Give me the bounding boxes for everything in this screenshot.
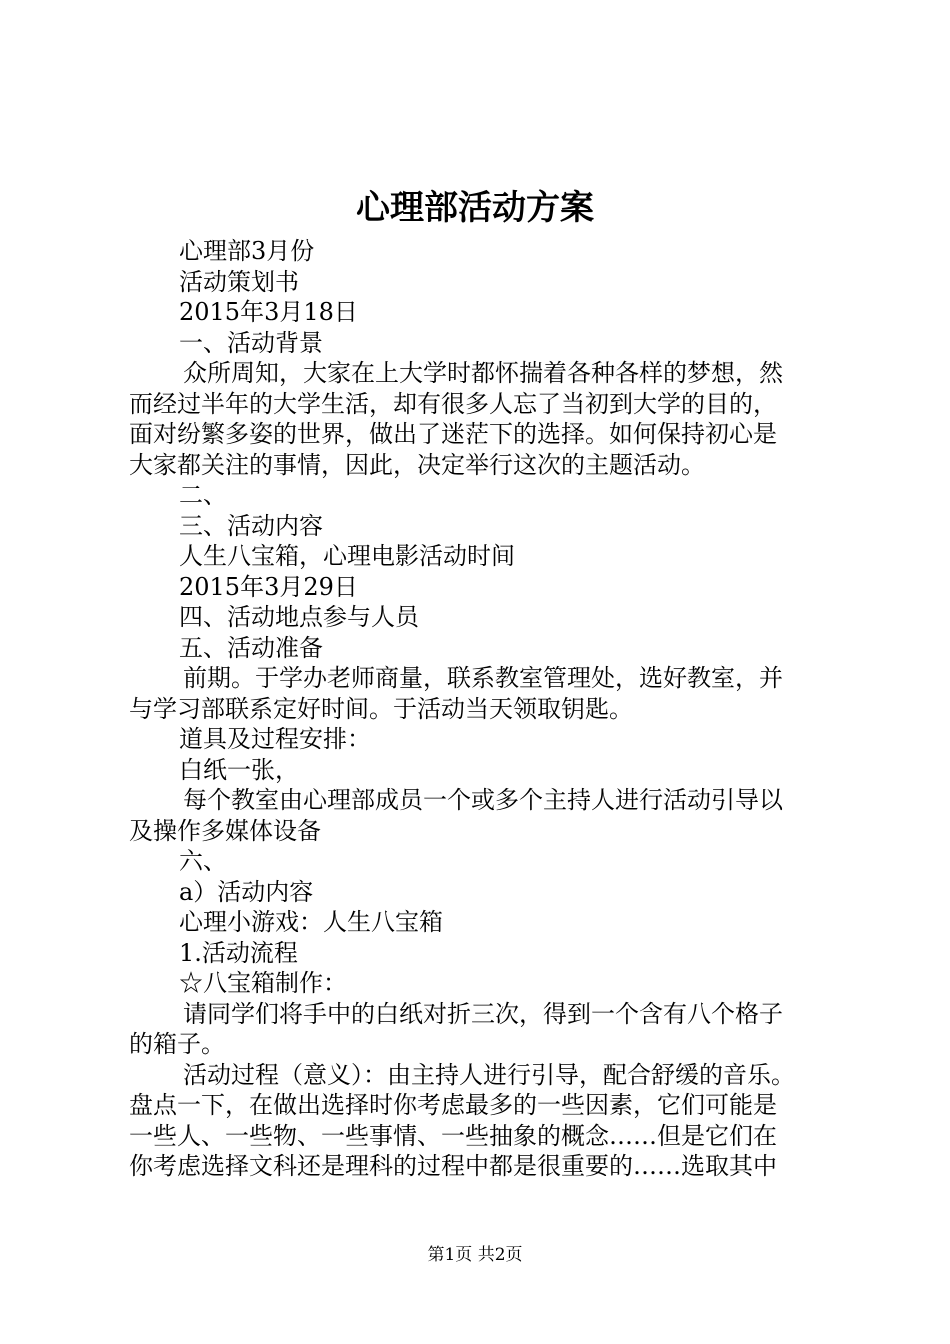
document-body: [129, 236, 834, 1182]
paragraph-line: 众所周知，大家在上大学时都怀揣着各种各样的梦想，然: [183, 359, 783, 387]
paragraph-line: 的箱子。: [129, 1030, 225, 1058]
paragraph-line: 白纸一张，: [179, 755, 299, 784]
page-footer: 第1页 共2页: [427, 1245, 523, 1265]
paragraph-line: 及操作多媒体设备: [129, 816, 321, 845]
paragraph-line: 三、活动内容: [179, 511, 323, 540]
paragraph-line: 一、活动背景: [179, 328, 323, 357]
paragraph-line: 四、活动地点参与人员: [179, 603, 419, 631]
paragraph-line: 大家都关注的事情，因此，决定举行这次的主题活动。: [129, 450, 705, 479]
paragraph-line: 面对纷繁多姿的世界，做出了迷茫下的选择。如何保持初心是: [129, 420, 777, 448]
paragraph-line: 心理部3月份: [179, 237, 315, 265]
paragraph-line: 而经过半年的大学生活，却有很多人忘了当初到大学的目的，: [129, 389, 777, 418]
paragraph-line: 道具及过程安排：: [179, 725, 371, 753]
paragraph-line: 心理小游戏：人生八宝箱: [179, 908, 443, 936]
paragraph-line: 一些人、一些物、一些事情、一些抽象的概念……但是它们在: [129, 1121, 777, 1150]
paragraph-line: 二、: [179, 481, 227, 509]
paragraph-line: 请同学们将手中的白纸对折三次，得到一个含有八个格子: [183, 999, 783, 1028]
paragraph-line: 前期。于学办老师商量，联系教室管理处，选好教室，并: [183, 664, 783, 692]
paragraph-line: 与学习部联系定好时间。于活动当天领取钥匙。: [129, 694, 633, 723]
paragraph-line: 你考虑选择文科还是理科的过程中都是很重要的……选取其中: [129, 1152, 777, 1180]
paragraph-line: 六、: [179, 847, 227, 875]
paragraph-line: 五、活动准备: [179, 633, 323, 662]
paragraph-line: a）活动内容: [179, 877, 314, 906]
paragraph-line: 2015年3月18日: [179, 298, 358, 326]
paragraph-line: 2015年3月29日: [179, 572, 358, 601]
document-title: 心理部活动方案: [356, 188, 594, 228]
paragraph-line: 活动策划书: [179, 267, 299, 296]
paragraph-line: 1.活动流程: [179, 938, 298, 967]
paragraph-line: 每个教室由心理部成员一个或多个主持人进行活动引导以: [183, 786, 783, 814]
paragraph-line: ☆八宝箱制作：: [179, 969, 347, 997]
paragraph-line: 人生八宝箱，心理电影活动时间: [179, 542, 515, 570]
paragraph-line: 活动过程（意义）：由主持人进行引导，配合舒缓的音乐。: [183, 1060, 795, 1089]
paragraph-line: 盘点一下，在做出选择时你考虑最多的一些因素，它们可能是: [129, 1091, 777, 1119]
